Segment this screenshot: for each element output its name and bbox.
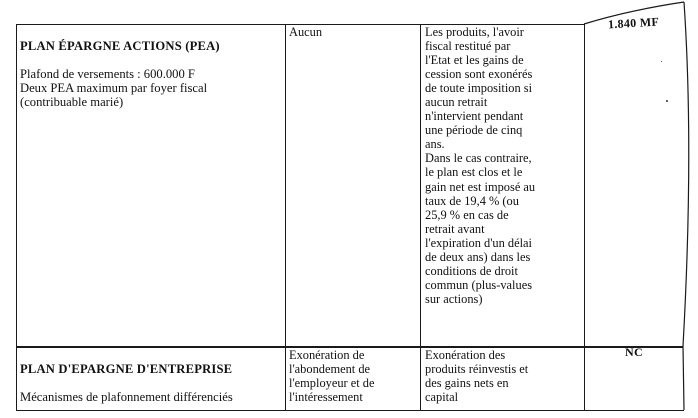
row-2-details: Mécanismes de plafonnement différenciés <box>20 390 233 405</box>
row-1-col2: Aucun <box>289 25 323 39</box>
row-2-label-cell <box>20 348 282 418</box>
scan-speck <box>666 100 668 102</box>
scan-speck <box>661 61 662 62</box>
row-1-title: PLAN ÉPARGNE ACTIONS (PEA) <box>20 39 220 54</box>
row-2-col2: Exonération de l'abondement de l'employeur et de l'intéressement <box>289 348 375 405</box>
row-1-label-cell <box>20 25 282 124</box>
row-2-col3: Exonération des produits réinvestis et des gains nets en capital <box>425 348 529 405</box>
row-1-details: Plafond de versements : 600.000 F Deux PEA maximum par foyer fiscal (contribuable marié) <box>20 67 208 110</box>
row-2-title: PLAN D'EPARGNE D'ENTREPRISE <box>20 362 233 377</box>
row-1-amount: 1.840 MF <box>607 14 660 32</box>
row-1-col3: Les produits, l'avoir fiscal restitué par l'Etat et les gains de cession sont exonérés de toute imposition si aucun retrait n'intervient pendant une période de cinq ans. Dans le cas contraire, le plan est clos et le gain net est imposé au taux de 19,4 % (ou 25,9 % en cas de retrait avant l'expiration d'un délai de deux ans) dans les conditions de droit commun (plus-values sur actions) <box>425 25 536 306</box>
row-2-amount: NC <box>625 345 643 359</box>
